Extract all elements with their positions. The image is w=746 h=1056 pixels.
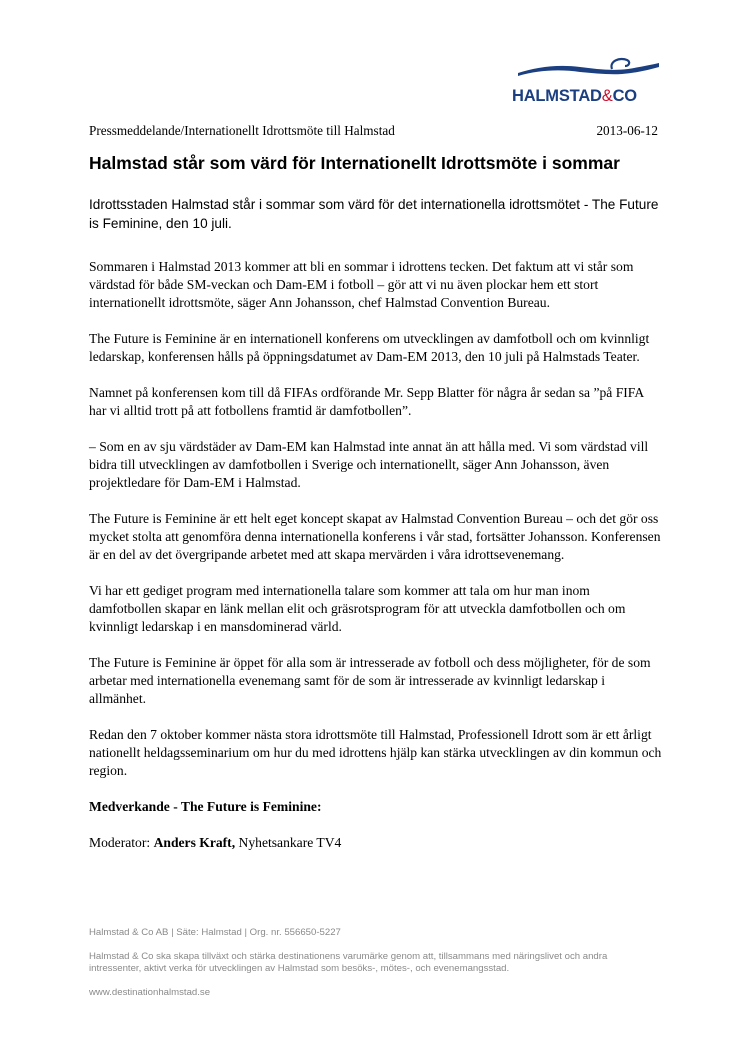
press-release-date: 2013-06-12: [596, 123, 658, 138]
body-paragraph: The Future is Feminine är ett helt eget koncept skapat av Halmstad Convention Bureau – och det gör oss mycket stolta att genomföra denna internationella konferens i vår stad, fortsätter Johansson. Konferensen är en del av det övergripande arbetet med att skapa mervärden i våra idrottsevenemang.: [89, 511, 661, 562]
body-paragraph: Vi har ett gediget program med internationella talare som kommer att tala om hur man inom damfotbollen skapar en länk mellan elit och gräsrotsprogram för att utveckla damfotbollen och om kvinnligt ledarskap i en mansdominerad värld.: [89, 583, 626, 634]
participants-heading: Medverkande - The Future is Feminine:: [89, 799, 322, 814]
body-paragraph: – Som en av sju värdstäder av Dam-EM kan Halmstad inte annat än att hålla med. Vi som värdstad vill bidra till utvecklingen av damfotbollen i Sverige och internationellt, säger Ann Johansson, även projektledare för Dam-EM i Halmstad.: [89, 439, 649, 490]
moderator-line: [89, 834, 664, 852]
press-release-label: Pressmeddelande/Internationellt Idrottsmöte till Halmstad: [89, 123, 395, 138]
footer-company: Halmstad & Co AB | Säte: Halmstad | Org. nr. 556650-5227: [89, 927, 341, 938]
footer-mission: Halmstad & Co ska skapa tillväxt och stärka destinationens varumärke genom att, tillsammans med näringslivet och andra intressenter, aktivt verka för utvecklingen av Halmstad som besöks-, mötes-, och evenemangsstad.: [89, 951, 608, 974]
page-footer: [89, 927, 649, 1011]
halmstad-co-logo: [512, 56, 662, 108]
body-paragraph: Namnet på konferensen kom till då FIFAs ordförande Mr. Sepp Blatter för några år sedan sa ”på FIFA har vi alltid trott på att fotbollens framtid är damfotbollen”.: [89, 385, 644, 418]
body-paragraph: Sommaren i Halmstad 2013 kommer att bli en sommar i idrottens tecken. Det faktum att vi står som värdstad för både SM-veckan och Dam-EM i fotboll – gör att vi nu även plockar hem ett stort internationellt idrottsmöte, säger Ann Johansson, chef Halmstad Convention Bureau.: [89, 259, 634, 310]
article-body: [89, 258, 664, 870]
body-paragraph: Redan den 7 oktober kommer nästa stora idrottsmöte till Halmstad, Professionell Idrott som är ett årligt nationellt heldagsseminarium om hur du med idrottens hjälp kan stärka utvecklingen av din kommun och region.: [89, 727, 662, 778]
logo-wordmark: HALMSTAD&CO: [512, 87, 637, 105]
body-paragraph: The Future is Feminine är en internationell konferens om utvecklingen av damfotboll och om kvinnligt ledarskap, konferensen hålls på öppningsdatumet av Dam-EM 2013, den 10 juli på Halmstads Teater.: [89, 331, 650, 364]
moderator-label: Moderator:: [89, 835, 151, 850]
press-release-header: [89, 123, 658, 139]
wave-icon: [516, 56, 660, 84]
page-title: Halmstad står som värd för Internationellt Idrottsmöte i sommar: [89, 153, 620, 173]
body-paragraph: The Future is Feminine är öppet för alla som är intresserade av fotboll och dess möjligheter, för de som arbetar med internationella evenemang samt för de som är intresserade av kvinnligt ledarskap i allmänhet.: [89, 655, 651, 706]
moderator-role: Nyhetsankare TV4: [238, 835, 342, 850]
footer-website: www.destinationhalmstad.se: [89, 987, 211, 998]
lead-paragraph: Idrottsstaden Halmstad står i sommar som värd för det internationella idrottsmötet - The Future is Feminine, den 10 juli.: [89, 197, 659, 231]
moderator-name: Anders Kraft,: [153, 835, 236, 850]
